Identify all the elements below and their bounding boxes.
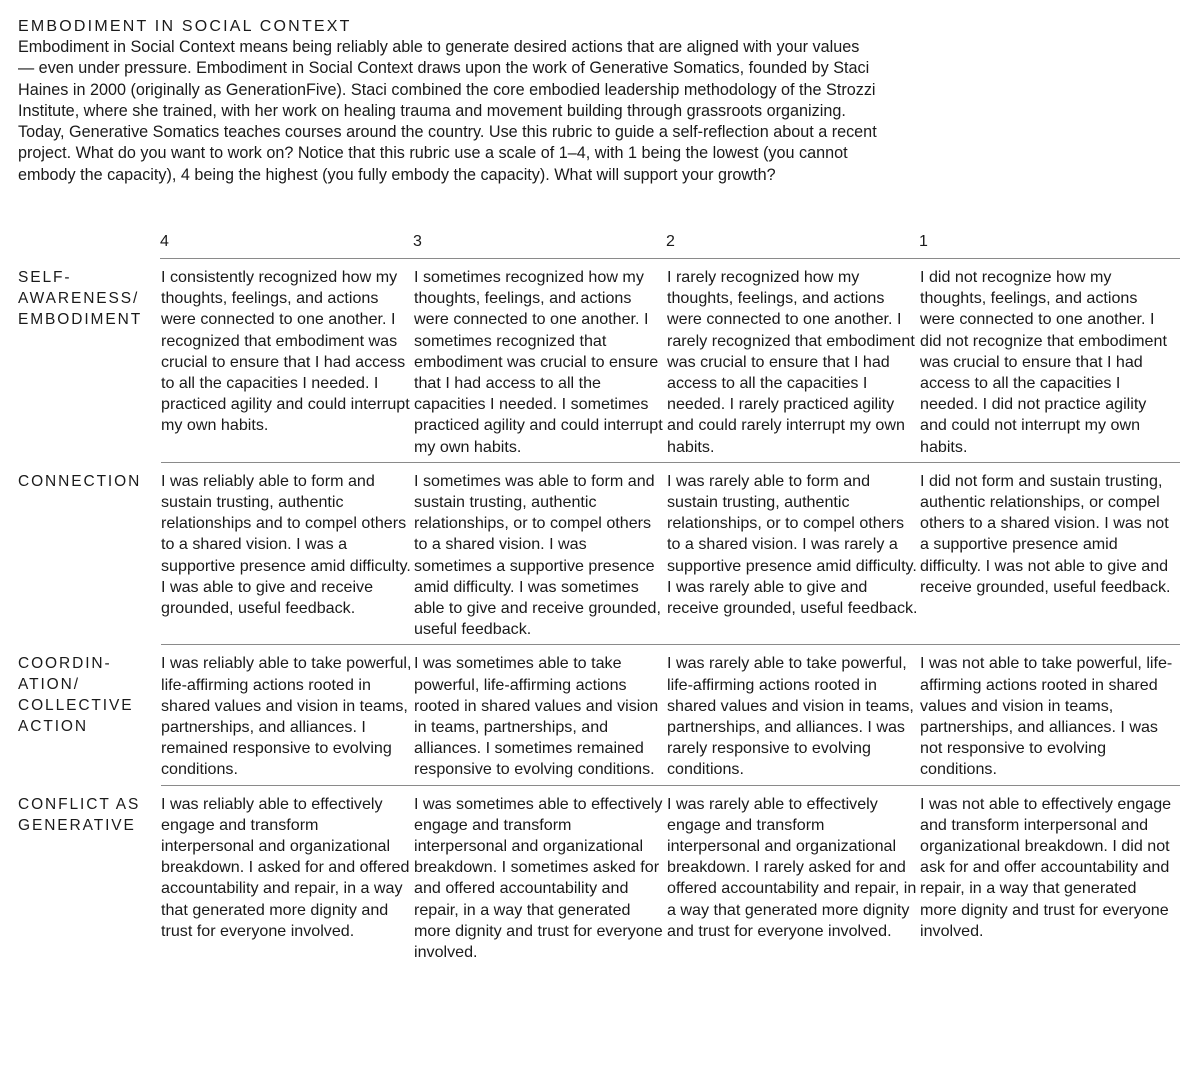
rubric-row-coordination <box>18 645 1180 785</box>
rubric-row-self-awareness <box>18 259 1180 463</box>
rubric-cell-score-1: I was not able to effectively engage and transform interpersonal and organizational breakdown. I did not ask for and offer accountability and repair, in a way that generated more dignity and trust for everyone involved. <box>920 794 1172 940</box>
rubric-cell-score-4: I was reliably able to effectively engage and transform interpersonal and organizational breakdown. I asked for and offered accountability and repair, in a way that generated more dignity and trust for everyone involved. <box>161 794 410 940</box>
row-label: COORDIN- ATION/ COLLECTIVE ACTION <box>18 655 134 736</box>
row-cells <box>161 463 1180 646</box>
rubric-page <box>18 16 1180 962</box>
rubric-cell-score-2: I was rarely able to effectively engage and transform interpersonal and organizational breakdown. I rarely asked for and offered accountability and repair, in a way that generated more dignity and trust for everyone involved. <box>667 794 917 940</box>
rubric-table <box>18 226 1180 967</box>
rubric-cell-score-4: I was reliably able to form and sustain trusting, authentic relationships and to compel others to a shared vision. I was a supportive presence amid difficulty. I was able to give and receive grounded, useful feedback. <box>161 471 411 618</box>
row-label: CONFLICT AS GENERATIVE <box>18 795 141 834</box>
row-cells <box>161 259 1180 463</box>
row-cells <box>161 786 1180 968</box>
rubric-cell-score-1: I did not recognize how my thoughts, feelings, and actions were connected to one another. I did not recognize that embodiment was crucial to ensure that I had access to all the capacities I needed. I did not practice agility and could not interrupt my own habits. <box>920 268 1167 456</box>
rubric-cell-score-3: I sometimes was able to form and sustain trusting, authentic relationships, or to compel others to a shared vision. I was sometimes a supportive presence amid difficulty. I was sometimes able to give and receive grounded, useful feedback. <box>414 471 661 639</box>
rubric-cell-score-2: I rarely recognized how my thoughts, feelings, and actions were connected to one another. I rarely recognized that embodiment was crucial to ensure that I had access to all the capacities I needed. I rarely practiced agility and could rarely interrupt my own habits. <box>667 268 915 456</box>
rubric-header-row <box>160 226 1180 259</box>
rubric-cell-score-3: I sometimes recognized how my thoughts, feelings, and actions were connected to one another. I sometimes recognized that embodiment was crucial to ensure that I had access to all the capacities I needed. I sometimes practiced agility and could interrupt my own habits. <box>414 268 663 456</box>
rubric-cell-score-1: I did not form and sustain trusting, authentic relationships, or compel others to a shared vision. I was not a supportive presence amid difficulty. I was not able to give and receive grounded, useful feedback. <box>920 471 1171 596</box>
rubric-cell-score-3: I was sometimes able to effectively engage and transform interpersonal and organizational breakdown. I sometimes asked for and offered accountability and repair, in a way that generated more dignity and trust for everyone involved. <box>414 794 663 962</box>
rubric-cell-score-4: I consistently recognized how my thoughts, feelings, and actions were connected to one another. I recognized that embodiment was crucial to ensure that I had access to all the capacities I needed. I practiced agility and could interrupt my own habits. <box>161 268 410 435</box>
rubric-cell-score-4: I was reliably able to take powerful, life-affirming actions rooted in shared values and vision in teams, partnerships, and alliances. I remained responsive to evolving conditions. <box>161 654 412 779</box>
rubric-cell-score-3: I was sometimes able to take powerful, life-affirming actions rooted in shared values and vision in teams, partnerships, and alliances. I sometimes remained responsive to evolving conditions. <box>414 654 659 779</box>
row-label: CONNECTION <box>18 472 142 490</box>
intro-paragraph: Embodiment in Social Context means being reliably able to generate desired actions that are aligned with your values — even under pressure. Embodiment in Social Context draws upon the work of Generative Somatics, founded by Staci Haines in 2000 (originally as GenerationFive). Staci combined the core embodied leadership methodology of the Strozzi Institute, where she trained, with her work on healing trauma and movement building through grassroots organizing. Today, Generative Somatics teaches courses around the country. Use this rubric to guide a self-reflection about a recent project. What do you want to work on? Notice that this rubric use a scale of 1–4, with 1 being the lowest (you cannot embody the capacity), 4 being the highest (you fully embody the capacity). What will support your growth? <box>18 38 877 184</box>
score-header-3: 3 <box>413 233 422 250</box>
row-label: SELF- AWARENESS/ EMBODIMENT <box>18 269 143 328</box>
score-header-2: 2 <box>666 233 675 250</box>
row-cells <box>161 645 1180 785</box>
rubric-row-conflict <box>18 786 1180 968</box>
score-header-1: 1 <box>919 233 928 250</box>
score-header-4: 4 <box>160 233 169 250</box>
document-title: EMBODIMENT IN SOCIAL CONTEXT <box>18 18 352 35</box>
rubric-cell-score-1: I was not able to take powerful, life-affirming actions rooted in shared values and vision in teams, partnerships, and alliances. I was not responsive to evolving conditions. <box>920 654 1173 779</box>
rubric-cell-score-2: I was rarely able to take powerful, life-affirming actions rooted in shared values and vision in teams, partnerships, and alliances. I was rarely responsive to evolving conditions. <box>667 654 914 779</box>
rubric-cell-score-2: I was rarely able to form and sustain trusting, authentic relationships, or to compel others to a shared vision. I was rarely a supportive presence amid difficulty. I was rarely able to give and receive grounded, useful feedback. <box>667 471 918 618</box>
rubric-row-connection <box>18 463 1180 646</box>
